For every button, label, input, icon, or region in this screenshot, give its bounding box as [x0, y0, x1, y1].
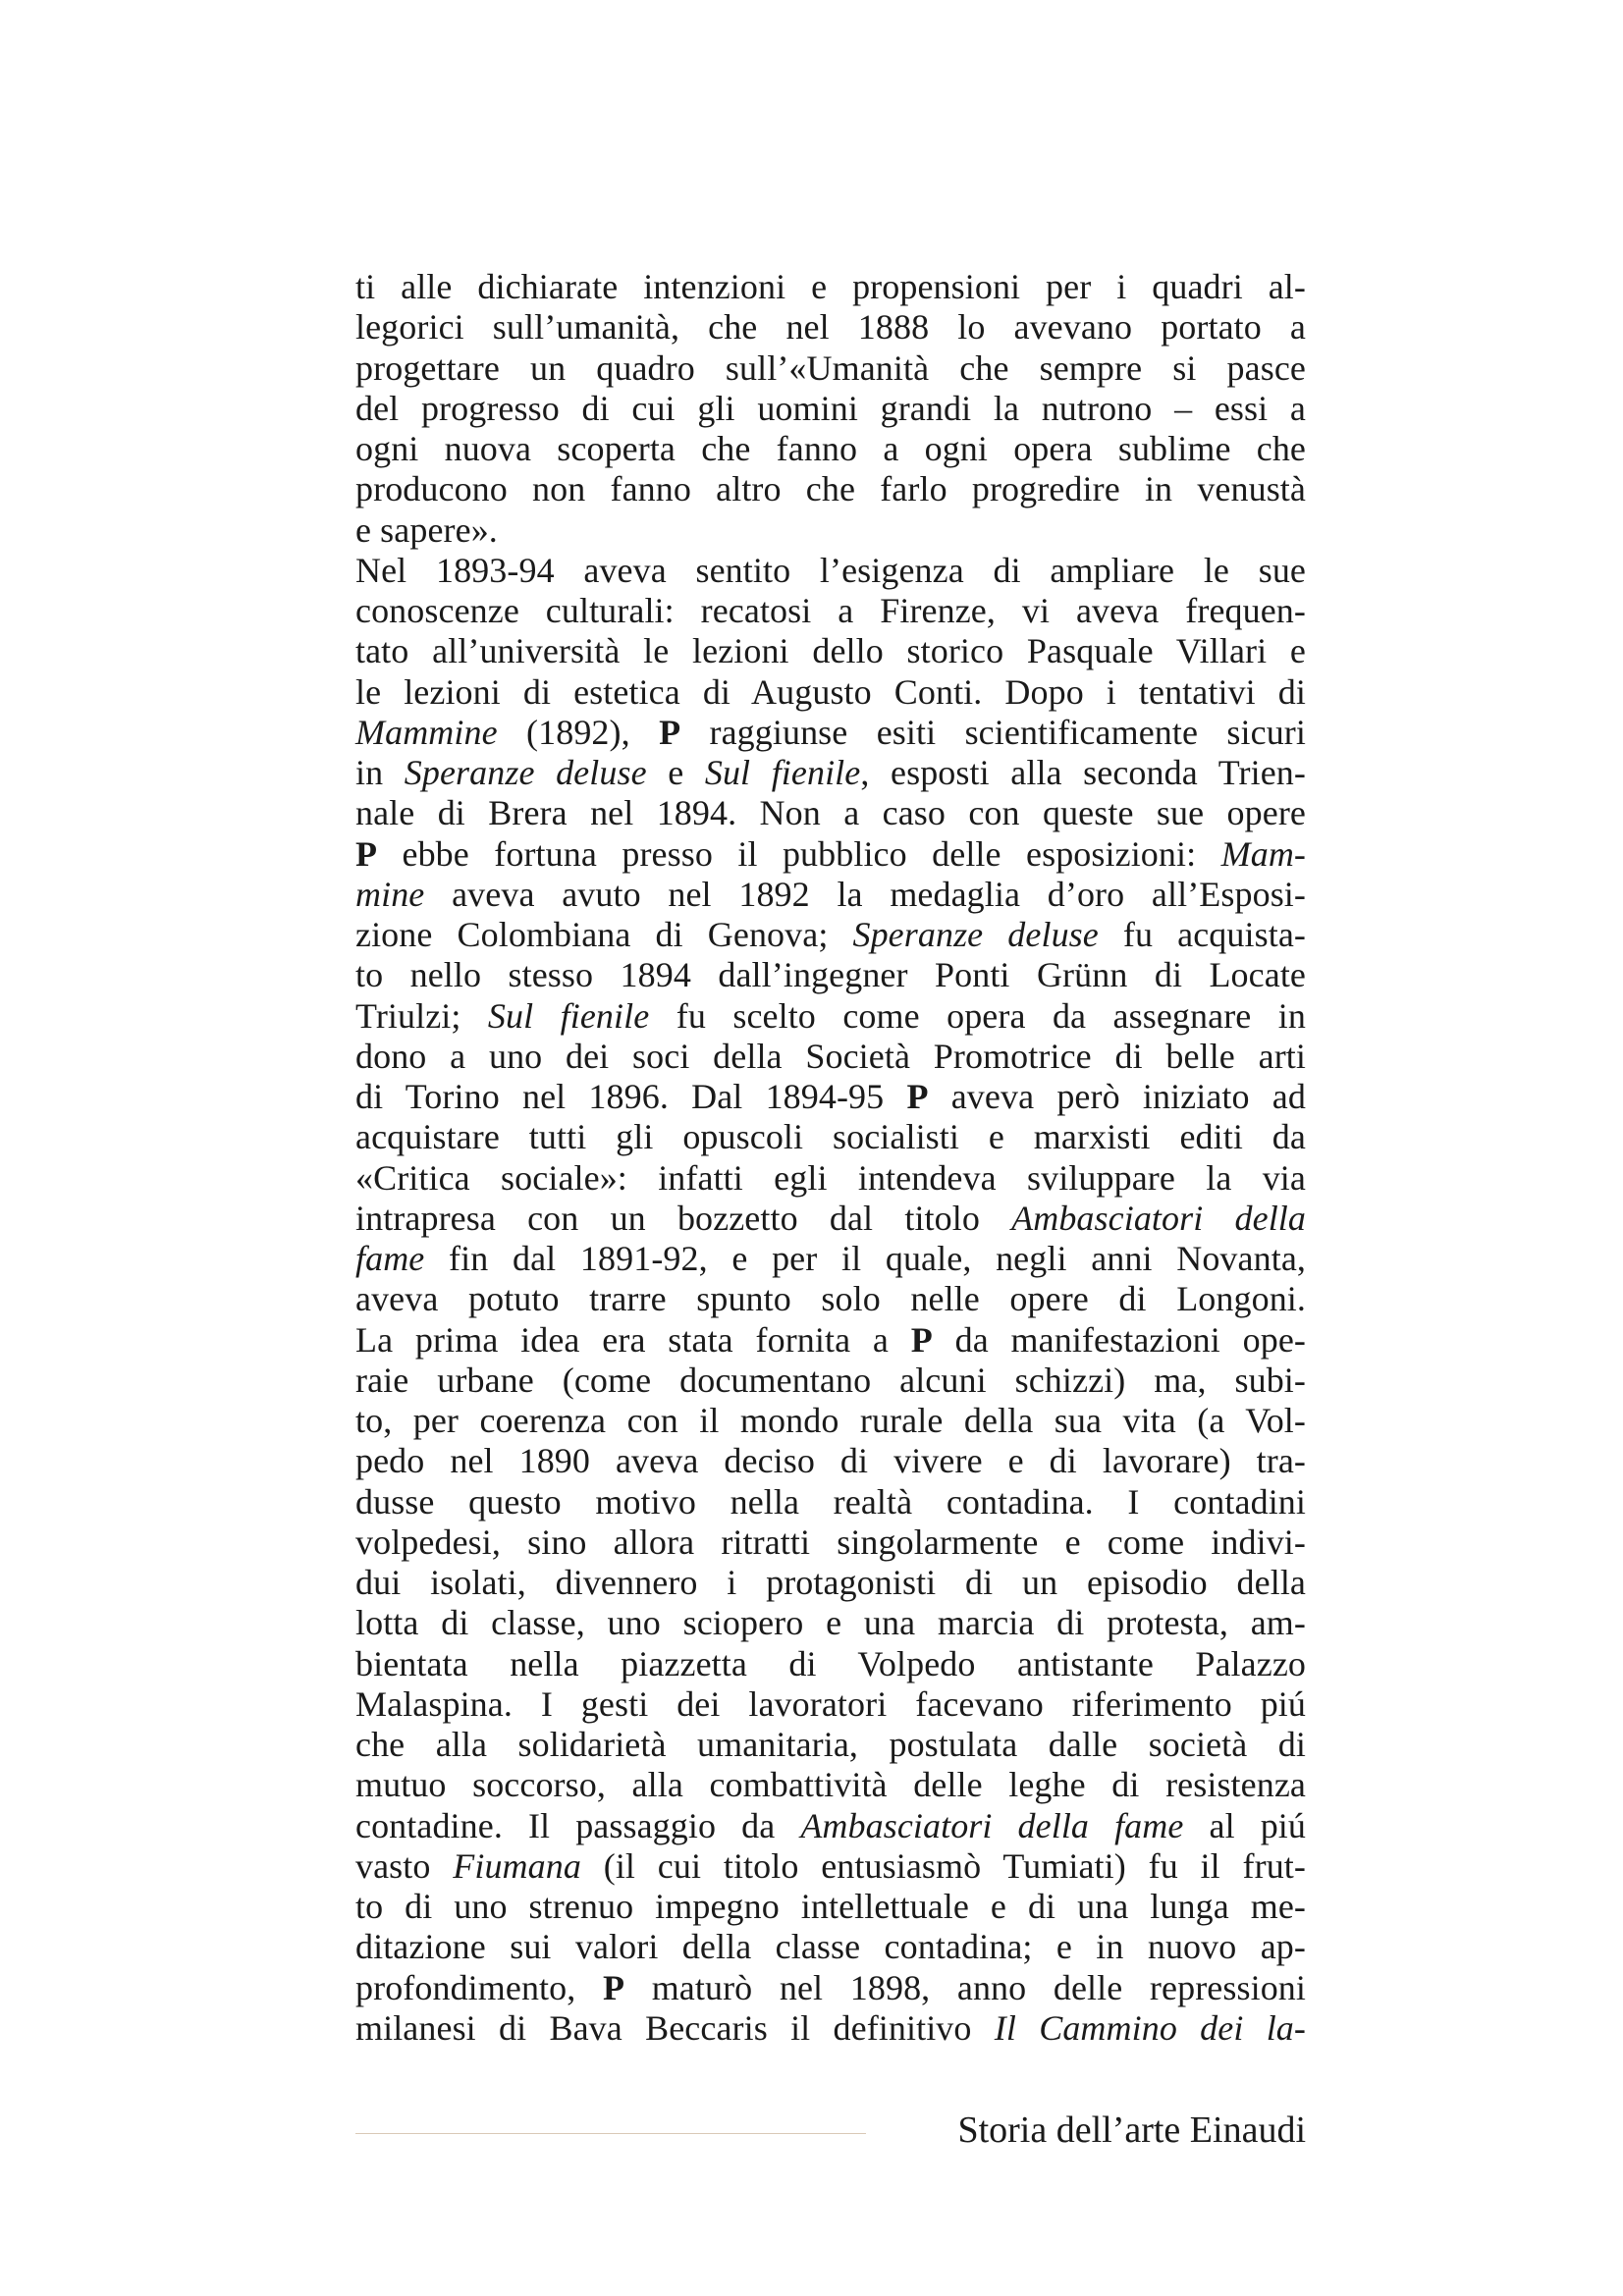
text-span: che alla solidarietà umanitaria, postulata dalle società di	[355, 1725, 1306, 1764]
text-span: aveva però iniziato ad	[928, 1077, 1306, 1116]
text-line	[355, 1239, 1306, 1279]
text-line	[355, 551, 1306, 591]
text-line	[355, 996, 1306, 1037]
text-span: in	[355, 753, 405, 792]
text-line	[355, 307, 1306, 347]
text-span: «Critica sociale»: infatti egli intendeva sviluppare la via	[355, 1157, 1306, 1198]
text-span: contadine. Il passaggio da	[355, 1805, 801, 1845]
text-span: pedo nel 1890 aveva deciso di vivere e di lavorare) tra-	[355, 1441, 1306, 1481]
text-span: to di uno strenuo impegno intellettuale e di una lunga me-	[355, 1887, 1306, 1926]
italic-span: Il Cammino dei la-	[994, 2007, 1306, 2048]
bold-span: P	[910, 1319, 933, 1360]
text-line	[355, 429, 1306, 469]
bold-span: P	[906, 1077, 929, 1116]
text-line	[355, 1887, 1306, 1927]
text-span: maturò nel 1898, anno delle repressioni	[624, 1967, 1306, 2007]
text-span: Malaspina. I gesti dei lavoratori facevano riferimento piú	[355, 1683, 1306, 1724]
text-line	[355, 1522, 1306, 1563]
bold-span: P	[602, 1967, 625, 2007]
body-text	[355, 267, 1306, 2049]
italic-span: Ambasciatori della	[1011, 1198, 1306, 1238]
text-span: Triulzi;	[355, 995, 488, 1036]
text-line	[355, 915, 1306, 955]
footer-title: Storia dell’arte Einaudi	[957, 2109, 1306, 2151]
text-line	[355, 1968, 1306, 2008]
text-span: fin dal 1891-92, e per il quale, negli anni Novanta,	[424, 1239, 1306, 1278]
text-span: aveva potuto trarre spunto solo nelle opere di Longoni.	[355, 1279, 1306, 1319]
text-span: fu scelto come opera da assegnare in	[649, 995, 1306, 1036]
italic-span: fame	[355, 1239, 425, 1278]
text-span: Nel 1893-94 aveva sentito l’esigenza di ampliare le sue	[355, 550, 1306, 590]
text-span: ebbe fortuna presso il pubblico delle esposizioni:	[377, 833, 1221, 874]
text-span: profondimento,	[355, 1967, 603, 2007]
text-line	[355, 1441, 1306, 1481]
text-line	[355, 1401, 1306, 1441]
text-span: to, per coerenza con il mondo rurale della sua vita (a Vol-	[355, 1401, 1306, 1440]
text-span: al piú	[1183, 1805, 1306, 1845]
text-span: aveva avuto nel 1892 la medaglia d’oro all’Esposi-	[424, 874, 1306, 914]
text-span: ti alle dichiarate intenzioni e propensioni per i quadri al-	[355, 267, 1306, 306]
italic-span: Fiumana	[453, 1845, 581, 1886]
italic-span: Speranze deluse	[404, 753, 647, 792]
text-span: dui isolati, divennero i protagonisti di un episodio della	[355, 1563, 1306, 1602]
text-span: legorici sull’umanità, che nel 1888 lo avevano portato a	[355, 307, 1306, 347]
text-line	[355, 1077, 1306, 1117]
text-span: fu acquista-	[1098, 915, 1306, 954]
text-line	[355, 1320, 1306, 1361]
text-line	[355, 672, 1306, 713]
text-span: intrapresa con un bozzetto dal titolo	[355, 1198, 1012, 1238]
footer-rule	[355, 2133, 866, 2134]
text-span: ditazione sui valori della classe contadina; e in nuovo ap-	[355, 1927, 1306, 1967]
text-span: da manifestazioni ope-	[932, 1319, 1306, 1360]
text-line	[355, 1361, 1306, 1401]
text-line	[355, 348, 1306, 389]
text-span: , esposti alla seconda Trien-	[860, 753, 1306, 792]
text-line	[355, 1846, 1306, 1887]
text-line	[355, 713, 1306, 753]
text-span: bientata nella piazzetta di Volpedo antistante Palazzo	[355, 1643, 1306, 1683]
text-span: producono non fanno altro che farlo progredire in venustà	[355, 469, 1306, 509]
text-line	[355, 1684, 1306, 1725]
text-span: dono a uno dei soci della Società Promotrice di belle arti	[355, 1036, 1306, 1076]
text-line	[355, 955, 1306, 995]
text-span: (1892),	[497, 712, 660, 752]
text-line	[355, 1927, 1306, 1967]
text-line	[355, 1725, 1306, 1765]
text-span: to nello stesso 1894 dall’ingegner Ponti Grünn di Locate	[355, 955, 1306, 995]
text-span: del progresso di cui gli uomini grandi la nutrono – essi a	[355, 388, 1306, 428]
text-line	[355, 1037, 1306, 1077]
text-line	[355, 631, 1306, 671]
text-span: ogni nuova scoperta che fanno a ogni opera sublime che	[355, 429, 1306, 468]
italic-span: Mammine	[355, 712, 498, 752]
italic-span: mine	[355, 874, 425, 914]
italic-span: Mam-	[1220, 833, 1306, 874]
text-span: mutuo soccorso, alla combattività delle leghe di resistenza	[355, 1765, 1306, 1805]
text-line	[355, 1806, 1306, 1846]
bold-span: P	[659, 712, 681, 752]
text-span: dusse questo motivo nella realtà contadina. I contadini	[355, 1481, 1306, 1522]
italic-span: Ambasciatori della fame	[800, 1805, 1184, 1845]
italic-span: Speranze deluse	[852, 915, 1099, 954]
text-span: progettare un quadro sull’«Umanità che sempre si pasce	[355, 347, 1306, 388]
text-line	[355, 510, 1306, 551]
text-span: nale di Brera nel 1894. Non a caso con queste sue opere	[355, 793, 1306, 833]
text-span: le lezioni di estetica di Augusto Conti. Dopo i tentativi di	[355, 671, 1306, 712]
text-line	[355, 1563, 1306, 1603]
text-span: raie urbane (come documentano alcuni schizzi) ma, subi-	[355, 1360, 1306, 1400]
text-span: e	[646, 753, 705, 792]
text-line	[355, 1158, 1306, 1199]
text-line	[355, 591, 1306, 631]
text-span: vasto	[355, 1845, 454, 1886]
text-span: raggiunse esiti scientificamente sicuri	[680, 712, 1306, 752]
text-line	[355, 1117, 1306, 1157]
text-span: tato all’università le lezioni dello storico Pasquale Villari e	[355, 631, 1306, 671]
text-line	[355, 834, 1306, 875]
page-footer	[355, 2109, 1306, 2158]
text-line	[355, 267, 1306, 307]
text-span: volpedesi, sino allora ritratti singolarmente e come indivi-	[355, 1522, 1306, 1562]
text-line	[355, 875, 1306, 915]
bold-span: P	[355, 833, 378, 874]
text-span: lotta di classe, uno sciopero e una marcia di protesta, am-	[355, 1603, 1306, 1643]
italic-span: Sul fienile	[704, 753, 861, 792]
text-line	[355, 389, 1306, 429]
text-line	[355, 1279, 1306, 1319]
text-span: La prima idea era stata fornita a	[355, 1319, 911, 1360]
text-span: milanesi di Bava Beccaris il definitivo	[355, 2007, 995, 2048]
text-line	[355, 1644, 1306, 1684]
text-line	[355, 753, 1306, 793]
text-span: e sapere».	[355, 509, 498, 550]
text-line	[355, 469, 1306, 509]
text-line	[355, 1199, 1306, 1239]
italic-span: Sul fienile	[487, 995, 650, 1036]
text-line	[355, 1603, 1306, 1643]
text-line	[355, 1482, 1306, 1522]
text-span: zione Colombiana di Genova;	[355, 915, 853, 954]
text-span: (il cui titolo entusiasmò Tumiati) fu il frut-	[580, 1845, 1307, 1886]
text-line	[355, 2008, 1306, 2049]
text-span: acquistare tutti gli opuscoli socialisti e marxisti editi da	[355, 1117, 1306, 1157]
text-line	[355, 1765, 1306, 1805]
text-line	[355, 793, 1306, 833]
text-span: conoscenze culturali: recatosi a Firenze, vi aveva frequen-	[355, 591, 1306, 630]
text-span: di Torino nel 1896. Dal 1894-95	[355, 1077, 907, 1116]
